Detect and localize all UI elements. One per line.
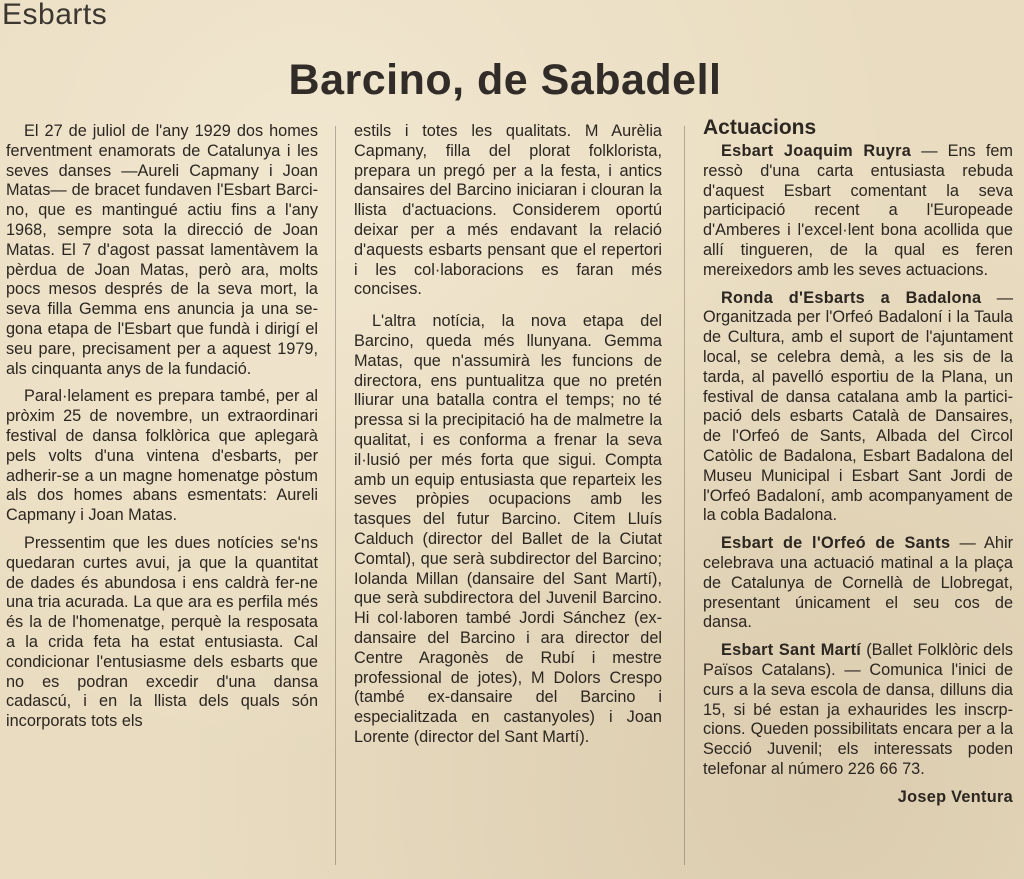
- paragraph: Paral·lelament es prepara també, per al pròxim 25 de novembre, un extraordinari festival de dansa folklòrica que aplegarà pels volts d'una vintena d'esbarts, per adherir-se a un magne homenatge pòstum als dos homes abans esmentats: Aureli Capmany i Joan Matas.: [6, 387, 318, 525]
- article-column-3: [703, 116, 1013, 873]
- headline: Barcino, de Sabadell: [288, 56, 722, 104]
- section-label: Esbarts: [2, 0, 108, 31]
- news-item-name: Esbart Joaquim Ruyra: [721, 142, 912, 160]
- news-item: [703, 289, 1013, 527]
- article-column-1: [6, 122, 318, 873]
- news-item-name: Esbart de l'Orfeó de Sants: [721, 534, 951, 553]
- news-item: [703, 142, 1013, 281]
- article-column-2: [354, 122, 662, 873]
- news-item-text: (Ballet Folklòric dels Països Catalans). — Comunica l'inici de curs a la seva escola de dansa, dilluns dia 15, si bé estan ja exhaurides les inscrpcions. Queden possibilitats encara per a la Secció Juvenil; els interessats poden telefonar al número 226 66 73.: [703, 641, 1013, 778]
- paragraph: estils i totes les qualitats. M Aurèlia Capmany, filla del plorat folklorista, prepara un pregó per a la festa, i antics dansaires del Barcino iniciaran i clouran la llista d'actuacions. Considerem oportú deixar per a més endavant la relació d'aquests esbarts pensant que el repertori i les col·laboracions es faran més concises.: [354, 122, 662, 299]
- news-item-text: — Ens fem ressò d'una carta entusiasta rebuda d'aquest Esbart comentant la seva participació recent a l'Europeade d'Amberes i l'excel·lent bona acollida que allí tingueren, de la qual es feren mereixedors amb les seves actuacions.: [703, 142, 1013, 279]
- paragraph: L'altra notícia, la nova etapa del Barcino, queda més llunyana. Gemma Matas, que n'assumirà les funcions de directora, ens puntualitza que no pretén lliurar una batalla contra el temps; no té pressa si la precipitació ha de malmetre la qualitat, i es conforma a frenar la seva il·lusió per més forta que sigui. Compta amb un equip entusiasta que reparteix les seves pròpies ocupacions amb les tasques del futur Barcino. Citem Lluís Calduch (director del Ballet de la Ciutat Comtal), que serà subdirector del Barcino; Iolanda Millan (dansaire del Sant Martí), que serà subdirectora del Juvenil Barcino. Hi col·laboren també Jordi Sánchez (ex-dansaire del Barcino i ara director del Centre Aragonès de Rubí i mestre professional de jotes), M Dolors Crespo (també ex-dansaire del Barcino i especialitzada en castanyoles) i Joan Lorente (director del Sant Martí).: [354, 312, 662, 746]
- news-item-text: — Ahir celebrava una actuació matinal a la plaça de Catalunya de Cornellà de Llobregat, presentant únicament el seu cos de dansa.: [703, 534, 1013, 632]
- news-item-name: Esbart Sant Martí: [721, 641, 862, 660]
- paragraph: Pressentim que les dues notícies se'ns quedaran curtes avui, ja que la quantitat de dades és abundosa i ens caldrà fer-ne una tria acurada. La que ara es perfila més és la de l'homenatge, perquè la resposata a la crida feta ha estat entusiasta. Cal condicionar l'entusiasme dels esbarts que no es podran excedir d'una dansa cadascú, i en la llista dels quals són incorporats tots els: [6, 533, 318, 731]
- news-item-text: — Organitzada per l'Orfeó Badaloní i la Taula de Cultura, amb el suport de l'ajuntament local, se celebra demà, a les sis de la tarda, al pavelló esportiu de la Plana, un festival de dansa catalana amb la participació dels esbarts Català de Dansaires, de l'Orfeó de Sants, Albada del Cìrcol Catòlic de Badalona, Esbart Badalona del Museu Municipal i Esbart Sant Jordi de l'Orfeó Badaloní, amb acompanyament de la cobla Badalona.: [703, 288, 1014, 525]
- news-item-name: Ronda d'Esbarts a Badalona: [721, 288, 982, 307]
- news-item: [703, 641, 1013, 780]
- author-signature: Josep Ventura: [897, 787, 1013, 806]
- paragraph: El 27 de juliol de l'any 1929 dos homes ferventment enamorats de Catalunya i les seves danses —Aureli Capmany i Joan Matas— de bracet fundaven l'Esbart Barcino, que es mantingué actiu fins a l'any 1968, sempre sota la direcció de Joan Matas. El 7 d'agost passat lamentàvem la pèrdua de Joan Matas, però ara, molts pocs mesos després de la seva mort, la seva filla Gemma ens anuncia ja una segona etapa de l'Esbart que fundà i dirigí el seu pare, precisament per a aquest 1979, als cinquanta anys de la fundació.: [6, 122, 318, 378]
- column-rule: [684, 126, 685, 865]
- column-rule: [335, 126, 336, 865]
- news-item: [703, 534, 1013, 633]
- subheading: Actuacions: [703, 116, 817, 139]
